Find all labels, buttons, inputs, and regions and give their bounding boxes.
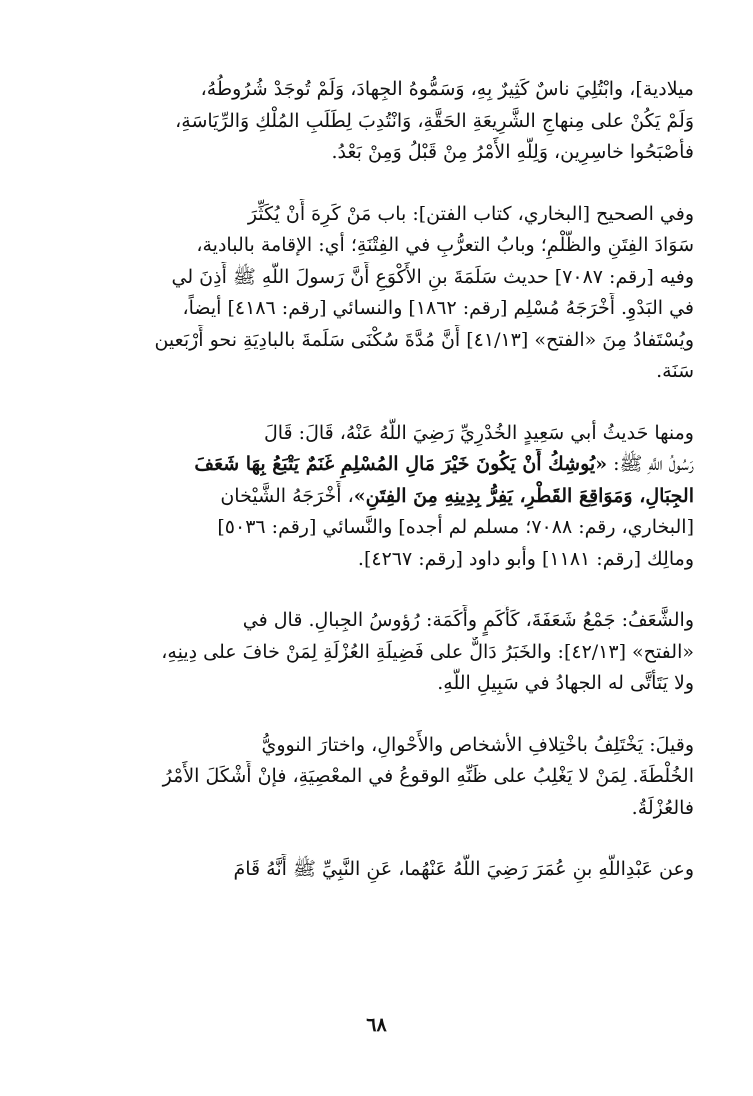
text-line: الخُلْطَةَ. لِمَنْ لا يَغْلِبُ على ظَنِّهِ الوقوعُ في المعْصِيَةِ، فإنْ أَشْكَلَ الأَمْرُ (162, 765, 694, 787)
text-line: سَنَة. (656, 360, 694, 382)
text-line: فالعُزْلَةُ. (631, 796, 694, 819)
text-line: ويُسْتَفادُ مِنَ «الفتح» [٤١/١٣] أَنَّ مُدَّةَ سُكْنَى سَلَمةَ بالبادِيَةِ نحو أَرْبَعين (154, 328, 694, 351)
paragraph-5 (72, 730, 694, 825)
text-line: [البخاري، رقم: ٧٠٨٨؛ مسلم لم أجده] والنَّسائي [رقم: ٥٠٣٦] (217, 516, 694, 538)
text-line: ومالِك [رقم: ١١٨١] وأبو داود [رقم: ٤٢٦٧]. (357, 547, 694, 570)
paragraph-1 (72, 74, 694, 169)
hadith-quote: «يُوشِكُ أَنْ يَكُونَ خَيْرَ مَالِ المُسْلِمِ غَنَمٌ يَتْبَعُ بِهَا شَعَفَ (194, 453, 608, 475)
text-line: في البَدْوِ. أَخْرَجَهُ مُسْلِم [رقم: ١٨٦٢] والنسائي [رقم: ٤١٨٦] أيضاً، (182, 297, 694, 319)
text-line: ومنها حَديثُ أبي سَعِيدٍ الخُدْرِيِّ رَضِيَ اللَّهُ عَنْهُ، قَالَ: قَالَ (263, 421, 694, 444)
paragraph-4 (72, 605, 694, 700)
paragraph-2 (72, 199, 694, 388)
hadith-line: رَسُولُ اللَّهِ ﷺ: «يُوشِكُ أَنْ يَكُونَ خَيْرَ مَالِ المُسْلِمِ غَنَمٌ يَتْبَعُ بِهَا شَعَفَ (194, 453, 694, 475)
text-line: وقيلَ: يَخْتَلِفُ باخْتِلافِ الأشخاص والأَحْوالِ، واختارَ النوويُّ (261, 733, 694, 756)
paragraph-3 (72, 418, 694, 576)
paragraph-6 (72, 854, 694, 886)
text-line: وفيه [رقم: ٧٠٨٧] حديث سَلَمَةَ بنِ الأَكْوَعِ أَنَّ رَسولَ اللَّهِ ﷺ أَذِنَ لي (171, 265, 694, 288)
text-line: «الفتح» [٤٢/١٣]: والخَبَرُ دَالٌّ على فَضِيلَةِ العُزْلَةِ لِمَنْ خافَ على دِينِهِ، (161, 640, 694, 663)
text-line: ميلادية]، وابْتُلِيَ ناسٌ كَثِيرٌ بِهِ، وَسَمُّوهُ الجِهادَ، وَلَمْ تُوجَدْ شُرُوطُهُ، (200, 78, 694, 100)
text-line: فأَصْبَحُوا خاسِرِين، وَلِلَّهِ الأَمْرُ مِنْ قَبْلُ وَمِنْ بَعْدُ. (331, 141, 694, 163)
hadith-line: الجِبَالِ، وَمَوَاقِعَ القَطْرِ، يَفِرُّ بِدِينِهِ مِنَ الفِتَنِ»، أَخْرَجَهُ الشَّيْخان (220, 484, 694, 507)
body-text (72, 74, 694, 916)
text-line: وفي الصحيح [البخاري، كتاب الفتن]: باب مَنْ كَرِهَ أَنْ يُكَثِّرَ (247, 202, 694, 225)
text-line: والشَّعَفُ: جَمْعُ شَعَفَةَ، كَأَكَمٍ وأَكَمَة: رُؤوسُ الجِبالِ. قال في (242, 609, 694, 631)
hadith-quote: الجِبَالِ، وَمَوَاقِعَ القَطْرِ، يَفِرُّ بِدِينِهِ مِنَ الفِتَنِ» (353, 484, 694, 507)
text-line: سَوَادَ الفِتَنِ والظُّلْمِ؛ وبابُ التعرُّبِ في الفِتْنَةِ؛ أي: الإقامة بالبادية، (196, 234, 694, 256)
page-number: ٦٨ (366, 1014, 387, 1036)
text-line: ولا يَتَأَتَّى له الجهادُ في سَبِيلِ اللَّهِ. (437, 672, 694, 694)
text-line: وَلَمْ يَكُنْ على مِنهاجِ الشَّرِيعَةِ الحَقَّةِ، وَانْتُدِبَ لِطَلَبِ المُلْكِ وَالرِّيَاسَةِ، (175, 109, 694, 132)
text-line: وعن عَبْدِاللَّهِ بنِ عُمَرَ رَضِيَ اللَّهُ عَنْهُما، عَنِ النَّبِيِّ ﷺ أَنَّهُ قَامَ (233, 858, 694, 880)
